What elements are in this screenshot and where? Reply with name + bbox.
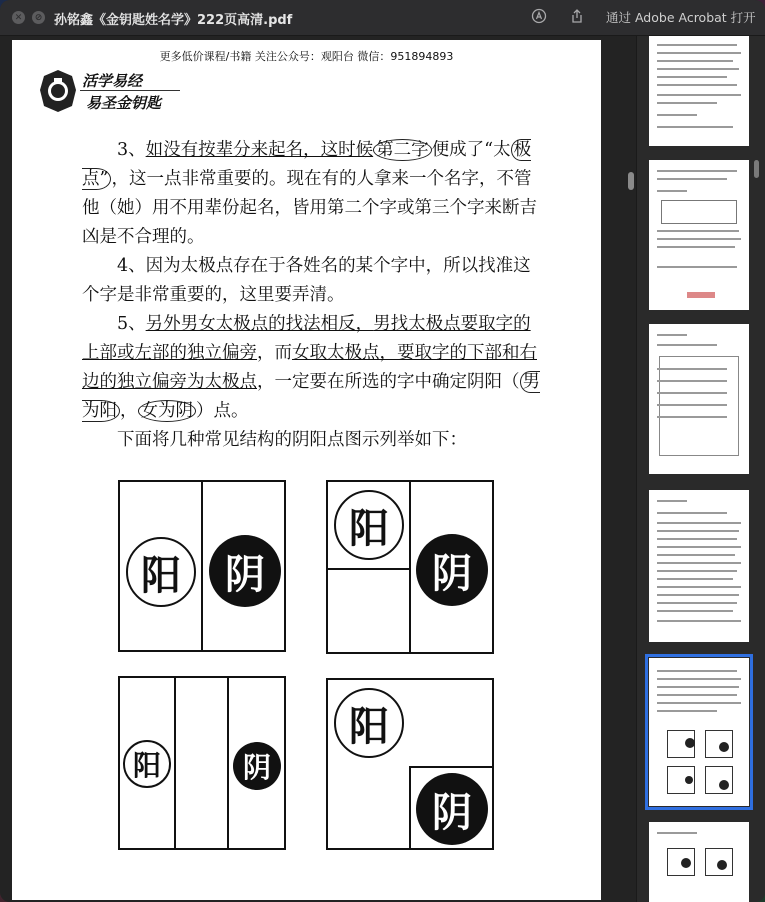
p5-circled-2: 女为阴 <box>138 400 197 422</box>
p3-text: 便成了“太 <box>431 140 511 160</box>
logo-line-1: 活学易经 <box>82 72 143 90</box>
p5-text-3: ， <box>120 401 138 421</box>
document-view[interactable] <box>0 36 636 902</box>
window-title: 孙铭鑫《金钥匙姓名学》222页高清.pdf <box>54 13 293 28</box>
page-thumbnail[interactable] <box>649 160 749 310</box>
p5-text-4: ）点。 <box>196 401 249 421</box>
p3-circled-2: 极点” <box>82 140 532 189</box>
diagram-divider <box>326 568 410 570</box>
logo-line-2: 易圣金钥匙 <box>86 94 162 112</box>
diagram-divider <box>174 676 176 850</box>
open-in-acrobat-button[interactable]: 通过 Adobe Acrobat 打开 <box>606 10 756 25</box>
yin-point: 阴 <box>416 534 488 606</box>
page-thumbnail[interactable] <box>649 490 749 642</box>
yang-point: 阳 <box>126 537 196 607</box>
page-thumbnail[interactable] <box>649 324 749 474</box>
page-body <box>82 136 542 455</box>
sidebar-scrollbar[interactable] <box>754 160 759 178</box>
paragraph-6: 下面将几种常见结构的阴阳点图示列举如下： <box>117 430 467 450</box>
p5-circled-1: 男为阳 <box>82 372 540 421</box>
yang-point: 阳 <box>123 740 171 788</box>
markup-icon[interactable] <box>529 8 549 28</box>
paragraph-5 <box>82 310 542 426</box>
share-icon[interactable] <box>567 8 587 28</box>
page-thumbnail-selected[interactable] <box>649 658 749 806</box>
minimize-button[interactable]: ⊘ <box>32 11 45 24</box>
p5-text-2: ，一定要在所选的字中确定阴阳（ <box>257 372 520 392</box>
close-button[interactable]: ✕ <box>12 11 25 24</box>
yin-point: 阴 <box>416 773 488 845</box>
paragraph-4: 4、因为太极点存在于各姓名的某个字中，所以找准这个字是非常重要的，这里要弄清。 <box>82 256 531 305</box>
p5-number: 5、 <box>117 314 146 334</box>
yin-point: 阴 <box>209 535 281 607</box>
p3-number: 3、 <box>117 140 146 160</box>
p5-underlined-2: 男找太极点要取字的上部或左部的独立偏旁 <box>82 314 531 363</box>
paragraph-3 <box>82 136 542 252</box>
yin-point: 阴 <box>233 742 281 790</box>
page-banner: 更多低价课程/书籍 关注公众号：观阳台 微信：951894893 <box>159 50 454 63</box>
yang-point: 阳 <box>334 490 404 560</box>
page-thumbnail[interactable] <box>649 822 749 902</box>
diagram-divider <box>409 766 411 850</box>
yang-point: 阳 <box>334 688 404 758</box>
title-bar <box>0 0 765 36</box>
p5-text-1: ，而 <box>257 343 292 363</box>
pdf-page <box>12 40 601 900</box>
diagram-divider <box>409 766 494 768</box>
p5-underlined-1: 另外男女太极点的找法相反， <box>145 314 374 334</box>
seal-icon <box>38 68 78 114</box>
page-thumbnail[interactable] <box>649 36 749 146</box>
document-scrollbar[interactable] <box>628 172 634 190</box>
thumbnail-sidebar[interactable] <box>636 36 765 902</box>
p5-underlined-3: 女取太极点，要取字的下部和右边的独立偏旁为太极点 <box>82 343 537 392</box>
diagram-divider <box>201 480 203 652</box>
diagram-divider <box>409 480 411 654</box>
logo-divider <box>80 90 180 91</box>
p3-circled: 第二字 <box>373 139 432 161</box>
diagram-divider <box>227 676 229 850</box>
yin-yang-diagrams <box>12 480 601 900</box>
book-logo <box>38 68 188 116</box>
p3-underlined: 如没有按辈分来起名，这时候 <box>145 140 374 160</box>
p3-rest: ，这一点非常重要的。现在有的人拿来一个名字，不管他（她）用不用辈份起名，皆用第二个字或第三个字来断吉凶是不合理的。 <box>82 169 537 247</box>
